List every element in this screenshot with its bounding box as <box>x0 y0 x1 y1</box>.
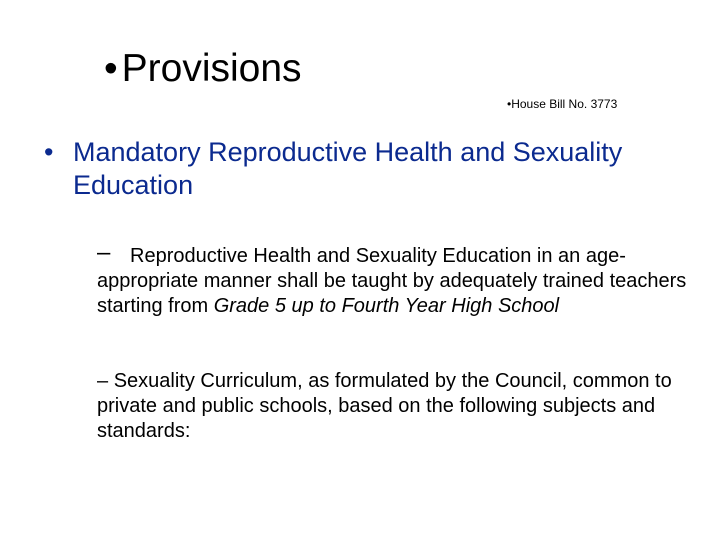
main-bullet-symbol: • <box>44 137 54 167</box>
sub-bullet-text: Sexuality Curriculum, as formulated by the Council, common to private and public schools, based on the following subjects and standards: <box>97 370 672 442</box>
slide-title <box>104 46 302 92</box>
dash-marker: – <box>97 239 111 266</box>
reference-note: •House Bill No. 3773 <box>507 97 618 111</box>
sub-bullet-item <box>97 369 687 444</box>
title-text: Provisions <box>121 47 302 90</box>
main-bullet-text: Mandatory Reproductive Health and Sexuality Education <box>73 137 623 200</box>
sub-bullet-text: Reproductive Health and Sexuality Education in an age-appropriate manner shall be taught by adequately trained teachers starting from <box>97 245 687 317</box>
sub-bullet-item <box>97 239 687 319</box>
dash-marker: – <box>97 370 109 392</box>
title-bullet: • <box>104 47 118 90</box>
sub-bullet-italic-text: Grade 5 up to Fourth Year High School <box>213 295 560 317</box>
